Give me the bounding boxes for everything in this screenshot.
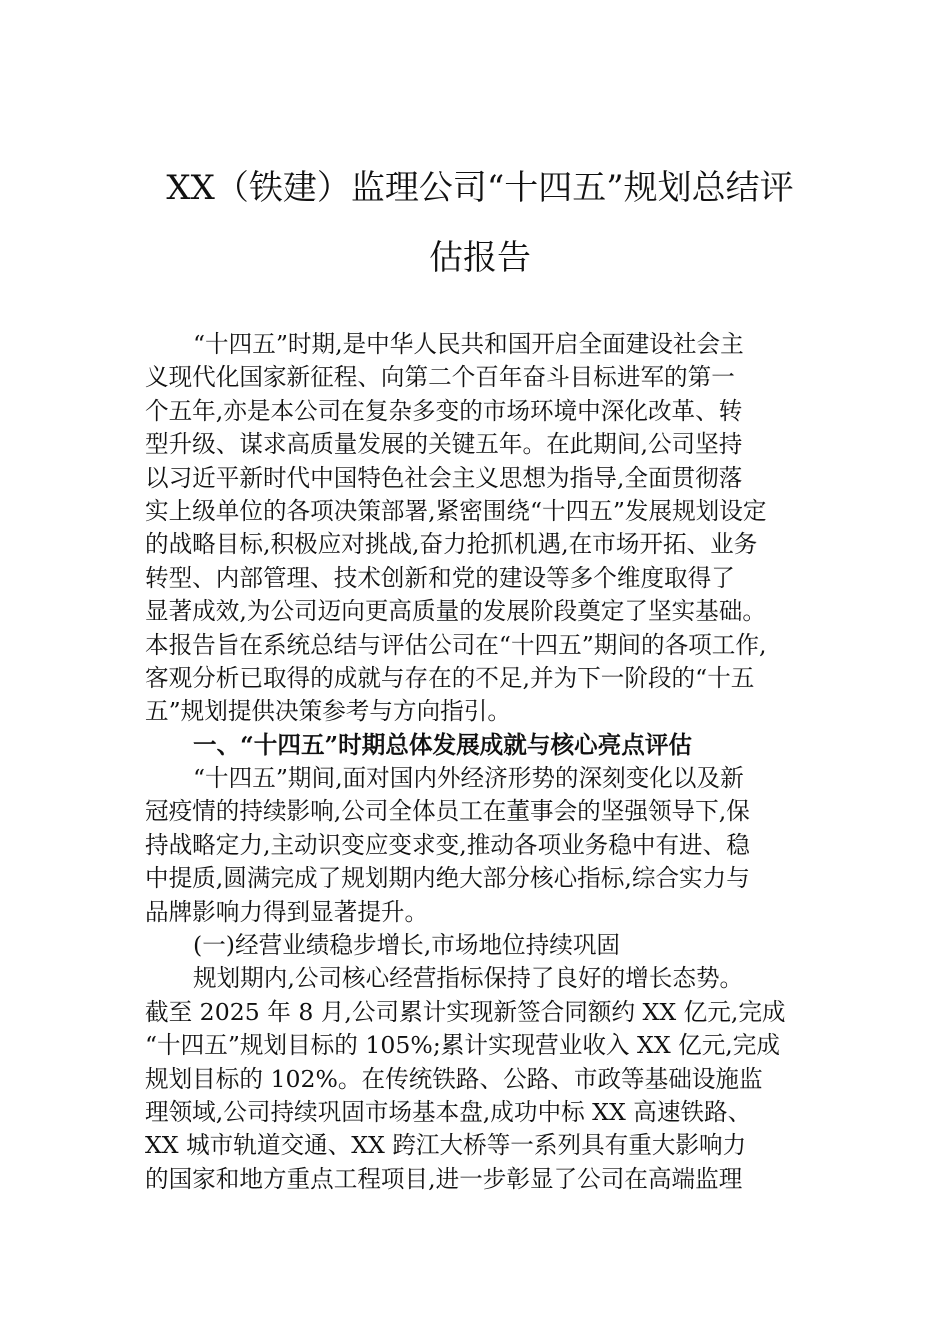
body-text-line: 截至 2025 年 8 月,公司累计实现新签合同额约 XX 亿元,完成: [145, 997, 786, 1026]
body-text-line: “十四五”规划目标的 105%;累计实现营业收入 XX 亿元,完成: [145, 1031, 780, 1060]
body-text-line: 持战略定力,主动识变应变求变,推动各项业务稳中有进、稳: [145, 830, 750, 859]
body-text-line: “十四五”时期,是中华人民共和国开启全面建设社会主: [193, 330, 744, 358]
body-text-line: 显著成效,为公司迈向更高质量的发展阶段奠定了坚实基础。: [145, 597, 766, 626]
body-text-line: “十四五”期间,面对国内外经济形势的深刻变化以及新: [193, 764, 744, 793]
body-text-line: 品牌影响力得到显著提升。: [145, 897, 429, 926]
body-text-line: 五”规划提供决策参考与方向指引。: [145, 697, 511, 726]
body-text-line: 规划目标的 102%。在传统铁路、公路、市政等基础设施监: [145, 1064, 763, 1093]
body-text-line: 冠疫情的持续影响,公司全体员工在董事会的坚强领导下,保: [145, 797, 750, 826]
document-title-line-1: XX（铁建）监理公司“十四五”规划总结评: [166, 168, 794, 208]
body-text-line: 转型、内部管理、技术创新和党的建设等多个维度取得了: [145, 563, 735, 592]
body-text-line: (一)经营业绩稳步增长,市场地位持续巩固: [193, 931, 621, 960]
body-text-line: 以习近平新时代中国特色社会主义思想为指导,全面贯彻落: [145, 463, 743, 492]
body-text-line: 实上级单位的各项决策部署,紧密围绕“十四五”发展规划设定: [145, 496, 767, 525]
body-text-line: 规划期内,公司核心经营指标保持了良好的增长态势。: [193, 964, 744, 993]
body-text-line: 本报告旨在系统总结与评估公司在“十四五”期间的各项工作,: [145, 630, 767, 659]
body-text-line: 义现代化国家新征程、向第二个百年奋斗目标进军的第一: [145, 363, 735, 392]
body-text-line: 的战略目标,积极应对挑战,奋力抢抓机遇,在市场开拓、业务: [145, 530, 758, 559]
section-heading: 一、“十四五”时期总体发展成就与核心亮点评估: [193, 730, 693, 759]
body-text-line: 客观分析已取得的成就与存在的不足,并为下一阶段的“十五: [145, 663, 755, 692]
body-text-line: 的国家和地方重点工程项目,进一步彰显了公司在高端监理: [145, 1164, 743, 1193]
body-text-line: 型升级、谋求高质量发展的关键五年。在此期间,公司坚持: [145, 430, 743, 459]
body-text-line: XX 城市轨道交通、XX 跨江大桥等一系列具有重大影响力: [145, 1131, 747, 1160]
body-text-line: 理领域,公司持续巩固市场基本盘,成功中标 XX 高速铁路、: [145, 1097, 752, 1126]
document-title-line-2: 估报告: [429, 238, 531, 278]
body-text-line: 个五年,亦是本公司在复杂多变的市场环境中深化改革、转: [145, 396, 743, 425]
body-text-line: 中提质,圆满完成了规划期内绝大部分核心指标,综合实力与: [145, 864, 750, 893]
document-body: [145, 328, 810, 1196]
